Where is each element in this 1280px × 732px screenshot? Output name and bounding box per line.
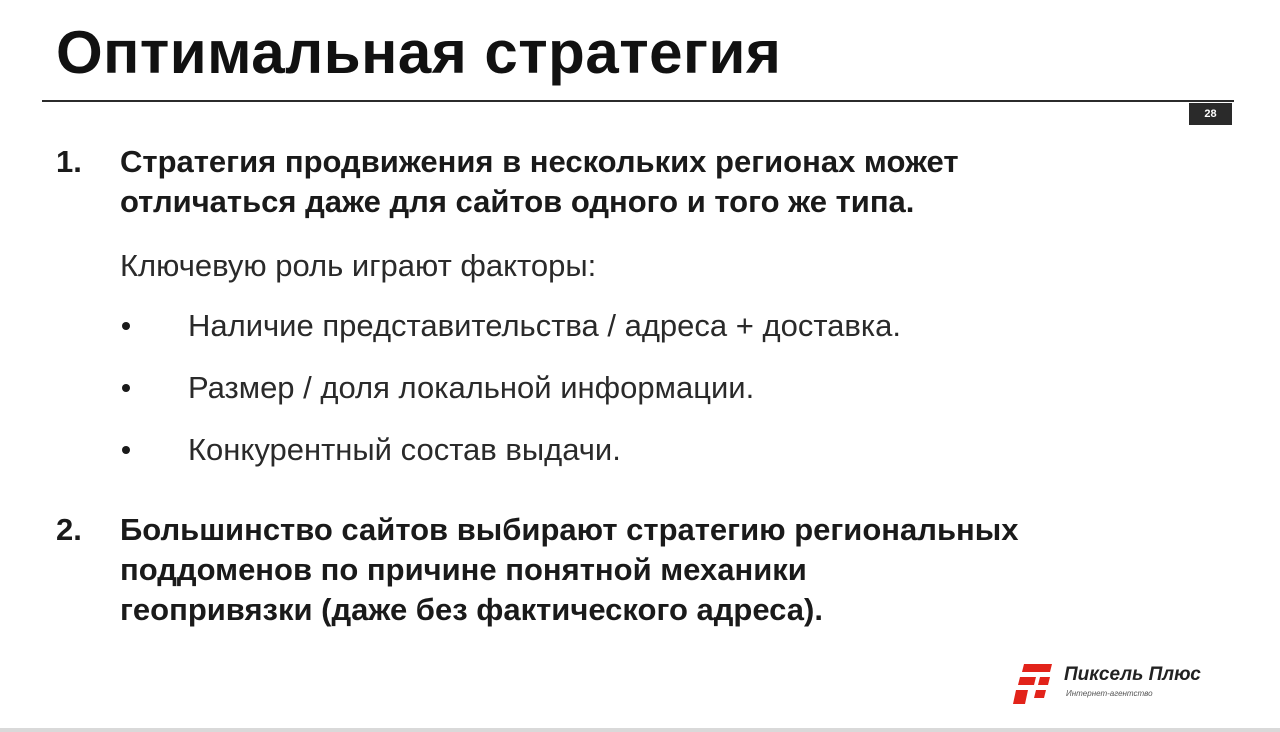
factors-intro: Ключевую роль играют факторы: — [120, 248, 597, 283]
list-item-line: отличаться даже для сайтов одного и того же типа. — [120, 184, 915, 219]
list-item-line: Большинство сайтов выбирают стратегию региональных — [120, 512, 1019, 547]
bullet-dot-icon — [122, 384, 130, 392]
factor-text: Наличие представительства / адреса + доставка. — [188, 308, 901, 343]
bottom-edge — [0, 728, 1280, 732]
factor-text: Размер / доля локальной информации. — [188, 370, 755, 405]
list-item-number: 2. — [56, 512, 82, 547]
page-number-badge: 28 — [1189, 103, 1232, 125]
list-item-line: Стратегия продвижения в нескольких регионах может — [120, 144, 959, 179]
title-divider — [42, 100, 1234, 102]
list-item-number: 1. — [56, 144, 82, 179]
slide-title: Оптимальная стратегия — [56, 19, 782, 86]
bullet-dot-icon — [122, 322, 130, 330]
factor-text: Конкурентный состав выдачи. — [188, 432, 621, 467]
logo-name: Пиксель Плюс — [1064, 664, 1201, 685]
bullet-dot-icon — [122, 446, 130, 454]
list-item-line: поддоменов по причине понятной механики — [120, 552, 807, 587]
pixel-plus-logo-icon — [1010, 660, 1056, 706]
list-item-heading — [120, 510, 1200, 630]
list-item-heading — [120, 142, 1200, 222]
list-item-line: геопривязки (даже без фактического адреса). — [120, 592, 823, 627]
company-logo — [1010, 656, 1230, 708]
logo-tagline: Интернет-агентство — [1066, 689, 1153, 698]
